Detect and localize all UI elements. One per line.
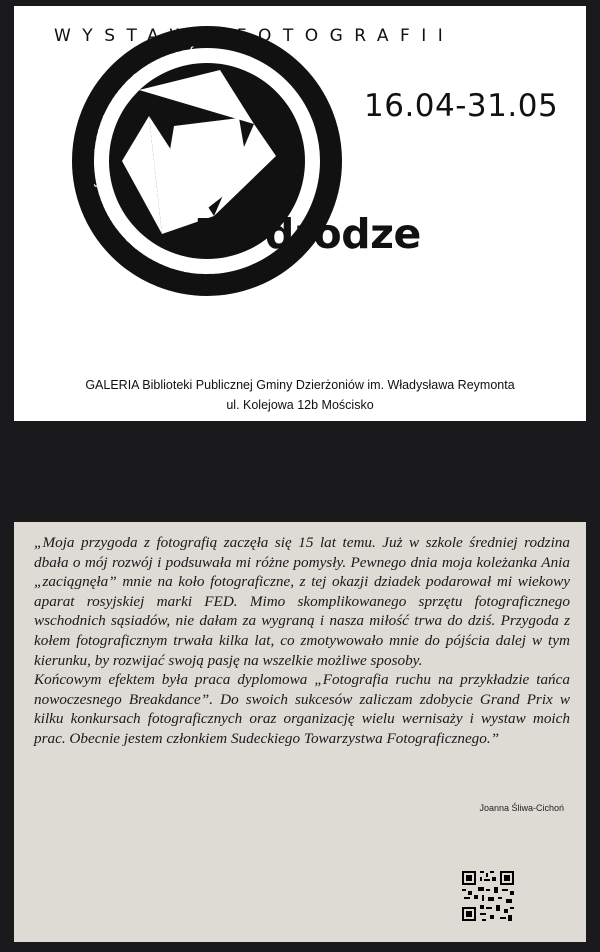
exhibition-dates: 16.04-31.05 <box>364 88 559 124</box>
quote-signature: Joanna Śliwa-Cichoń <box>479 803 564 813</box>
qr-code-icon[interactable] <box>460 869 516 923</box>
artist-quote <box>34 533 570 749</box>
exhibition-title: Po drodze <box>194 210 421 258</box>
artist-ring-text: JOANNA ŚLIWA-CICHOŃ * JOANNA ŚLIWA-CICHOŃ * <box>90 45 236 278</box>
quote-panel <box>14 522 586 942</box>
venue-address: ul. Kolejowa 12b Mościsko <box>226 398 374 412</box>
poster-header: WYSTAWA FOTOGRAFII <box>54 26 455 46</box>
quote-paragraph: Końcowym efektem była praca dyplomowa „Fotografia ruchu na przykładzie tańca nowoczesnego Breakdance”. Do swoich sukcesów zaliczam zdobycie Grand Prix w kilku konkursach fotograficznych oraz organizację wielu wernisaży i wystaw moich prac. Obecnie jestem członkiem Sudeckiego Towarzystwa Fotograficznego.” <box>34 671 570 747</box>
exhibition-poster <box>14 6 586 421</box>
quote-paragraph: „Moja przygoda z fotografią zaczęła się 15 lat temu. Już w szkole średniej rodzina dbała o mój rozwój i podsuwała mi różne pomysły. Pewnego dnia moja koleżanka Ania „zaciągnęła” mnie na koło fotograficzne, z tej okazji dziadek podarował mi wiekowy aparat rosyjskiej marki FED. Mimo skomplikowanego sprzętu fotograficznego wschodnich sąsiadów, nie dałam za wygraną i nasza miłość trwa do dziś. Przygoda z kołem fotograficznym trwała kilka lat, co zmotywowało mnie do pójścia dalej w tym kierunku, by rozwijać swoją pasję na wszelkie możliwe sposoby. <box>34 534 570 669</box>
venue-name: GALERIA Biblioteki Publicznej Gminy Dzierżoniów im. Władysława Reymonta <box>85 378 515 392</box>
